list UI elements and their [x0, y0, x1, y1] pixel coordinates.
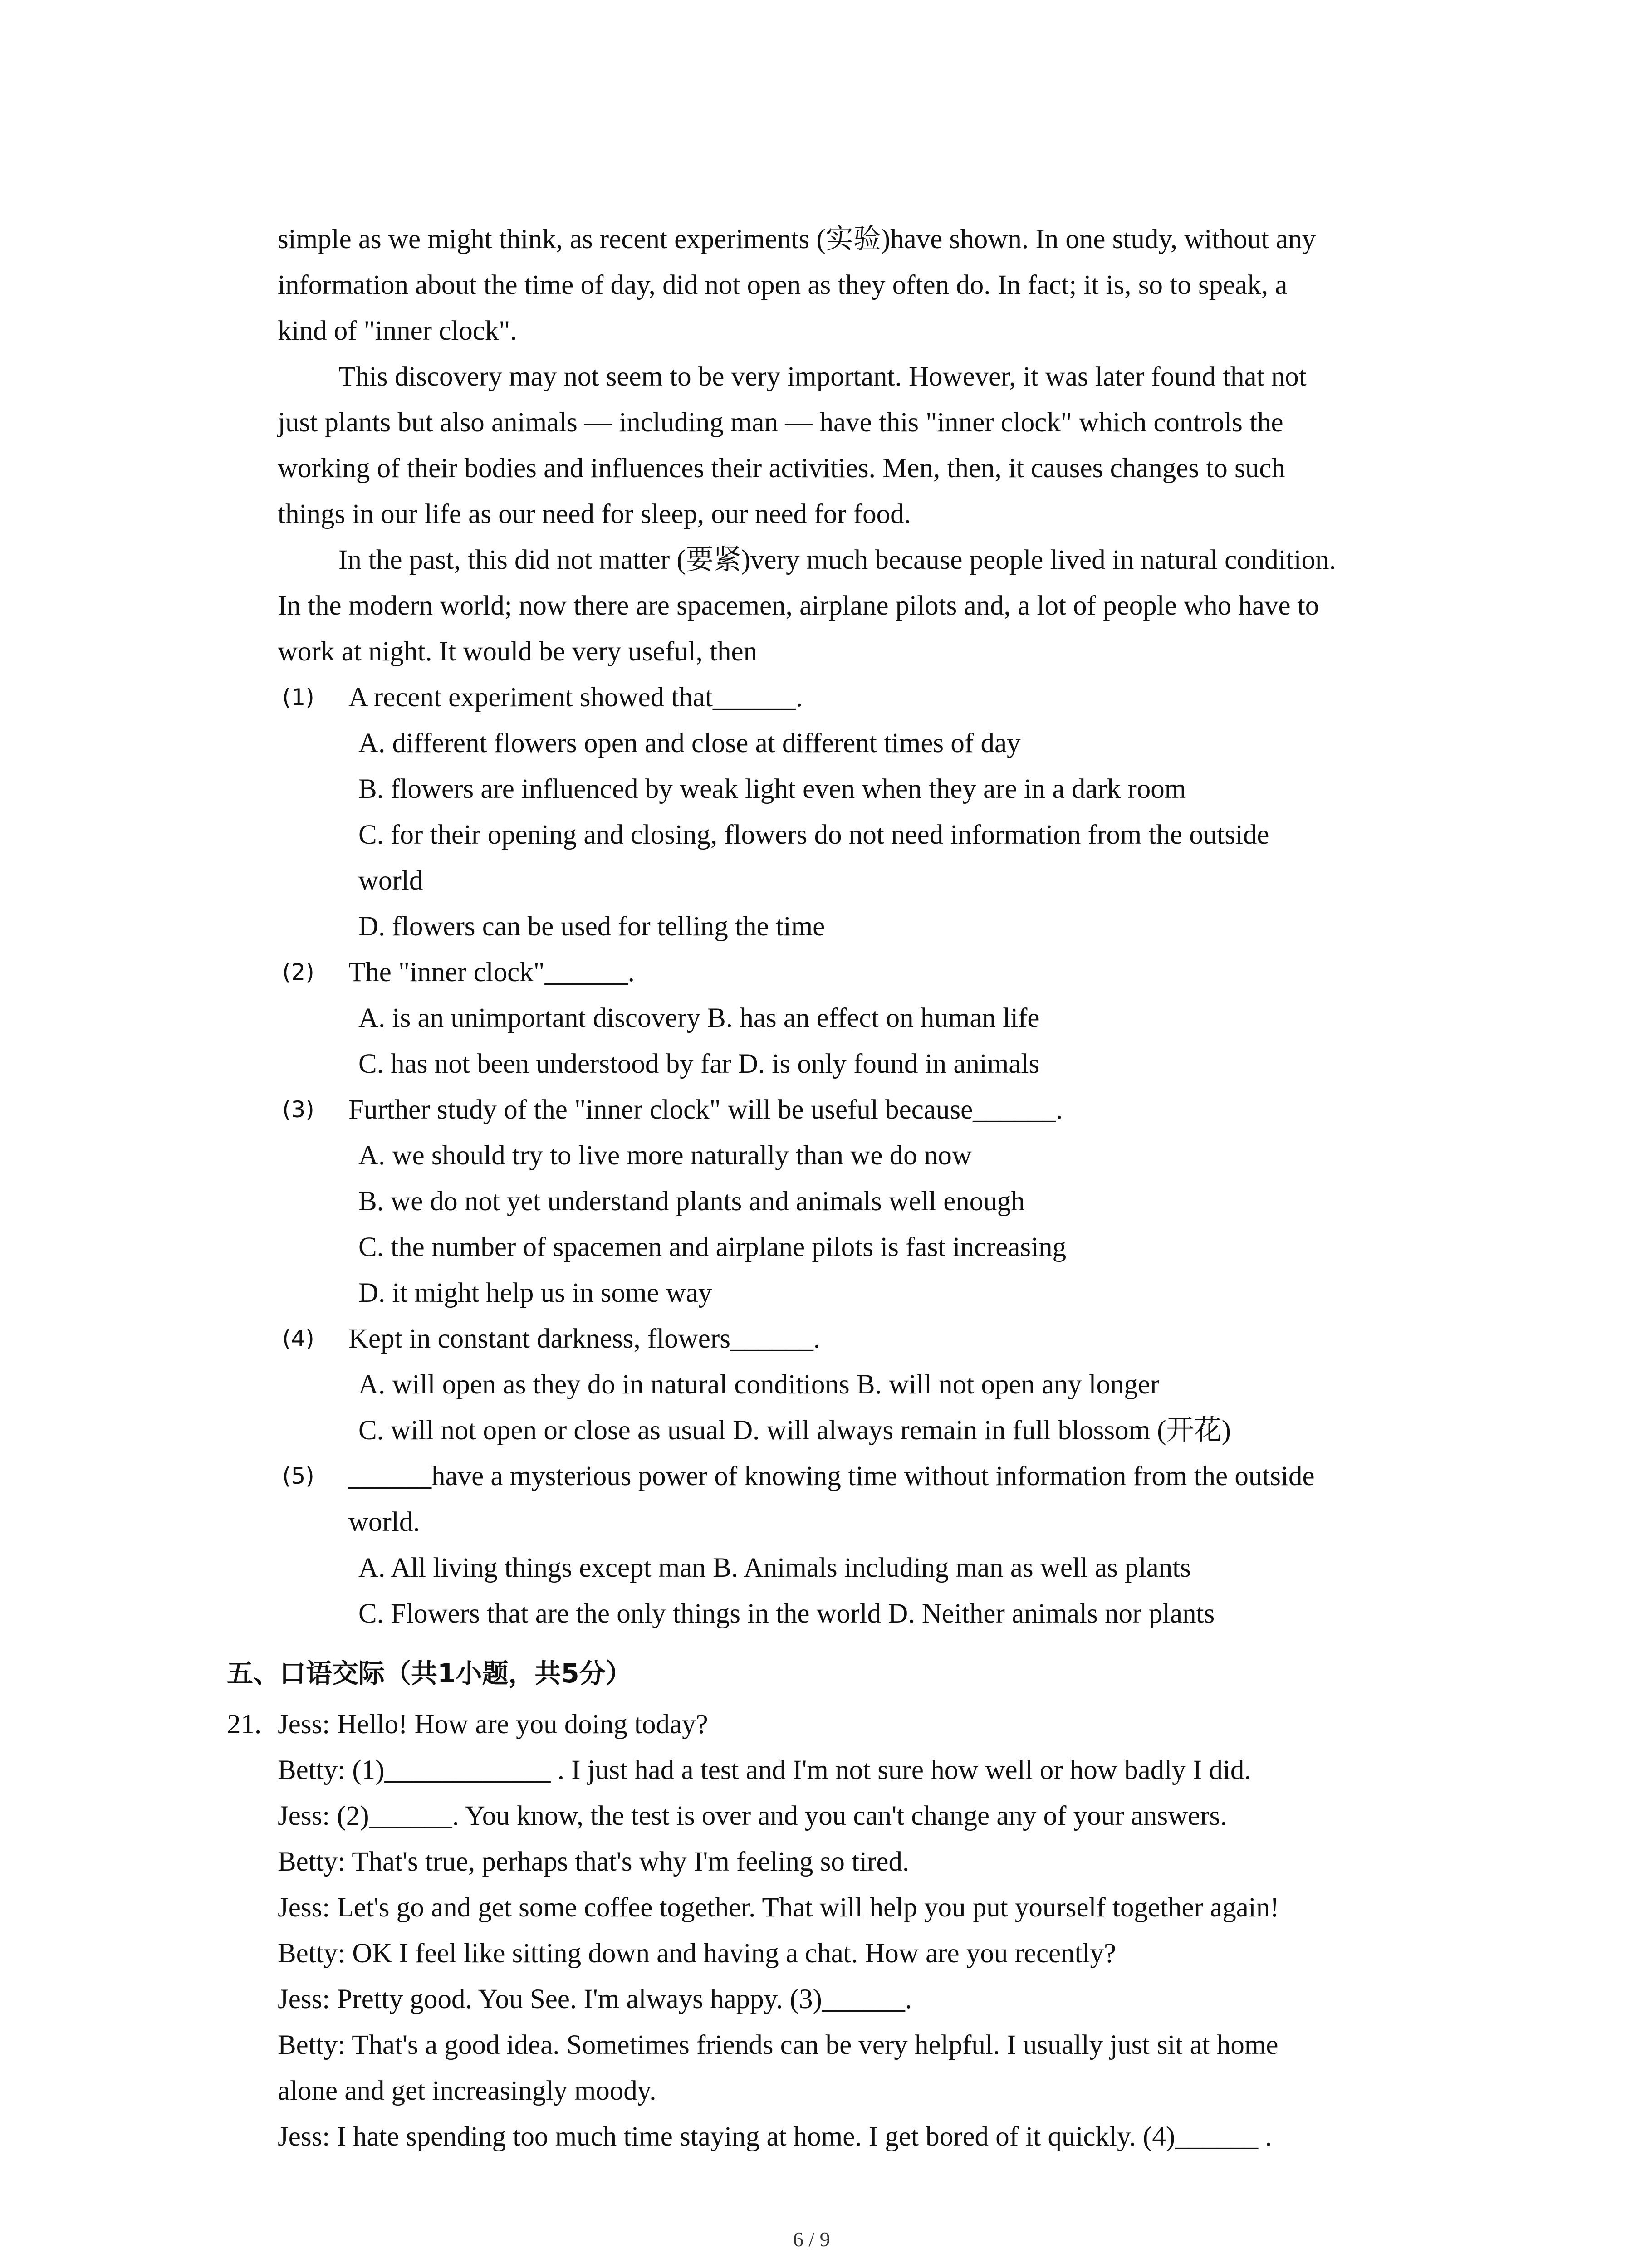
option-d: D. it might help us in some way [358, 1278, 712, 1308]
question-number: (5) [282, 1463, 314, 1489]
item-number: 21. [227, 1709, 262, 1740]
options-ab: A. will open as they do in natural conditions B. will not open any longer [358, 1369, 1160, 1400]
passage-line: working of their bodies and influences their activities. Men, then, it causes changes to such [278, 453, 1285, 484]
options-cd: C. will not open or close as usual D. will always remain in full blossom (开花) [358, 1415, 1231, 1446]
question-number: (4) [282, 1325, 314, 1352]
question-number: (3) [282, 1096, 314, 1123]
passage-line: kind of "inner clock". [278, 316, 517, 346]
dialogue-line: Jess: Pretty good. You See. I'm always happy. (3)______. [278, 1984, 912, 2014]
option-b: B. flowers are influenced by weak light even when they are in a dark room [358, 774, 1186, 804]
options-cd: C. has not been understood by far D. is only found in animals [358, 1049, 1040, 1079]
options-ab: A. All living things except man B. Animals including man as well as plants [358, 1553, 1191, 1583]
dialogue-line: Jess: Let's go and get some coffee together. That will help you put yourself together again! [278, 1892, 1279, 1923]
question-stem: ______have a mysterious power of knowing time without information from the outside [348, 1461, 1315, 1491]
passage-line: work at night. It would be very useful, then [278, 636, 758, 667]
option-c-continued: world [358, 865, 423, 896]
question-stem: Kept in constant darkness, flowers______. [348, 1324, 821, 1354]
section-heading: 五、口语交际（共1小题，共5分） [227, 1658, 632, 1689]
question-number: (1) [282, 684, 314, 710]
dialogue-line: Betty: (1)____________ . I just had a test and I'm not sure how well or how badly I did. [278, 1755, 1251, 1785]
option-c: C. the number of spacemen and airplane pilots is fast increasing [358, 1232, 1067, 1262]
dialogue-line: alone and get increasingly moody. [278, 2076, 656, 2106]
passage-line: This discovery may not seem to be very important. However, it was later found that not [338, 362, 1307, 392]
dialogue-line: Betty: That's true, perhaps that's why I'm feeling so tired. [278, 1847, 910, 1877]
option-a: A. we should try to live more naturally than we do now [358, 1140, 972, 1171]
passage-line: things in our life as our need for sleep, our need for food. [278, 499, 911, 529]
passage-line: In the modern world; now there are spacemen, airplane pilots and, a lot of people who have to [278, 591, 1319, 621]
passage-line: just plants but also animals — including man — have this "inner clock" which controls the [278, 407, 1283, 438]
passage-line: information about the time of day, did not open as they often do. In fact; it is, so to speak, a [278, 270, 1288, 300]
page-number: 6 / 9 [793, 2228, 830, 2251]
option-d: D. flowers can be used for telling the time [358, 911, 825, 942]
dialogue-line: Jess: Hello! How are you doing today? [278, 1709, 708, 1740]
question-stem: Further study of the "inner clock" will be useful because______. [348, 1095, 1063, 1125]
option-a: A. different flowers open and close at different times of day [358, 728, 1021, 758]
options-cd: C. Flowers that are the only things in the world D. Neither animals nor plants [358, 1598, 1215, 1629]
option-c: C. for their opening and closing, flowers do not need information from the outside [358, 820, 1269, 850]
dialogue-line: Jess: I hate spending too much time staying at home. I get bored of it quickly. (4)______ . [278, 2121, 1272, 2152]
question-stem-continued: world. [348, 1507, 420, 1537]
question-stem: A recent experiment showed that______. [348, 682, 803, 713]
option-b: B. we do not yet understand plants and animals well enough [358, 1186, 1025, 1217]
dialogue-line: Jess: (2)______. You know, the test is over and you can't change any of your answers. [278, 1801, 1227, 1831]
dialogue-line: Betty: OK I feel like sitting down and having a chat. How are you recently? [278, 1938, 1117, 1969]
question-stem: The "inner clock"______. [348, 957, 635, 987]
options-ab: A. is an unimportant discovery B. has an effect on human life [358, 1003, 1040, 1033]
question-number: (2) [282, 959, 314, 985]
passage-line: simple as we might think, as recent experiments (实验)have shown. In one study, without any [278, 224, 1316, 254]
dialogue-line: Betty: That's a good idea. Sometimes friends can be very helpful. I usually just sit at home [278, 2030, 1279, 2060]
passage-line: In the past, this did not matter (要紧)very much because people lived in natural condition. [338, 545, 1336, 575]
